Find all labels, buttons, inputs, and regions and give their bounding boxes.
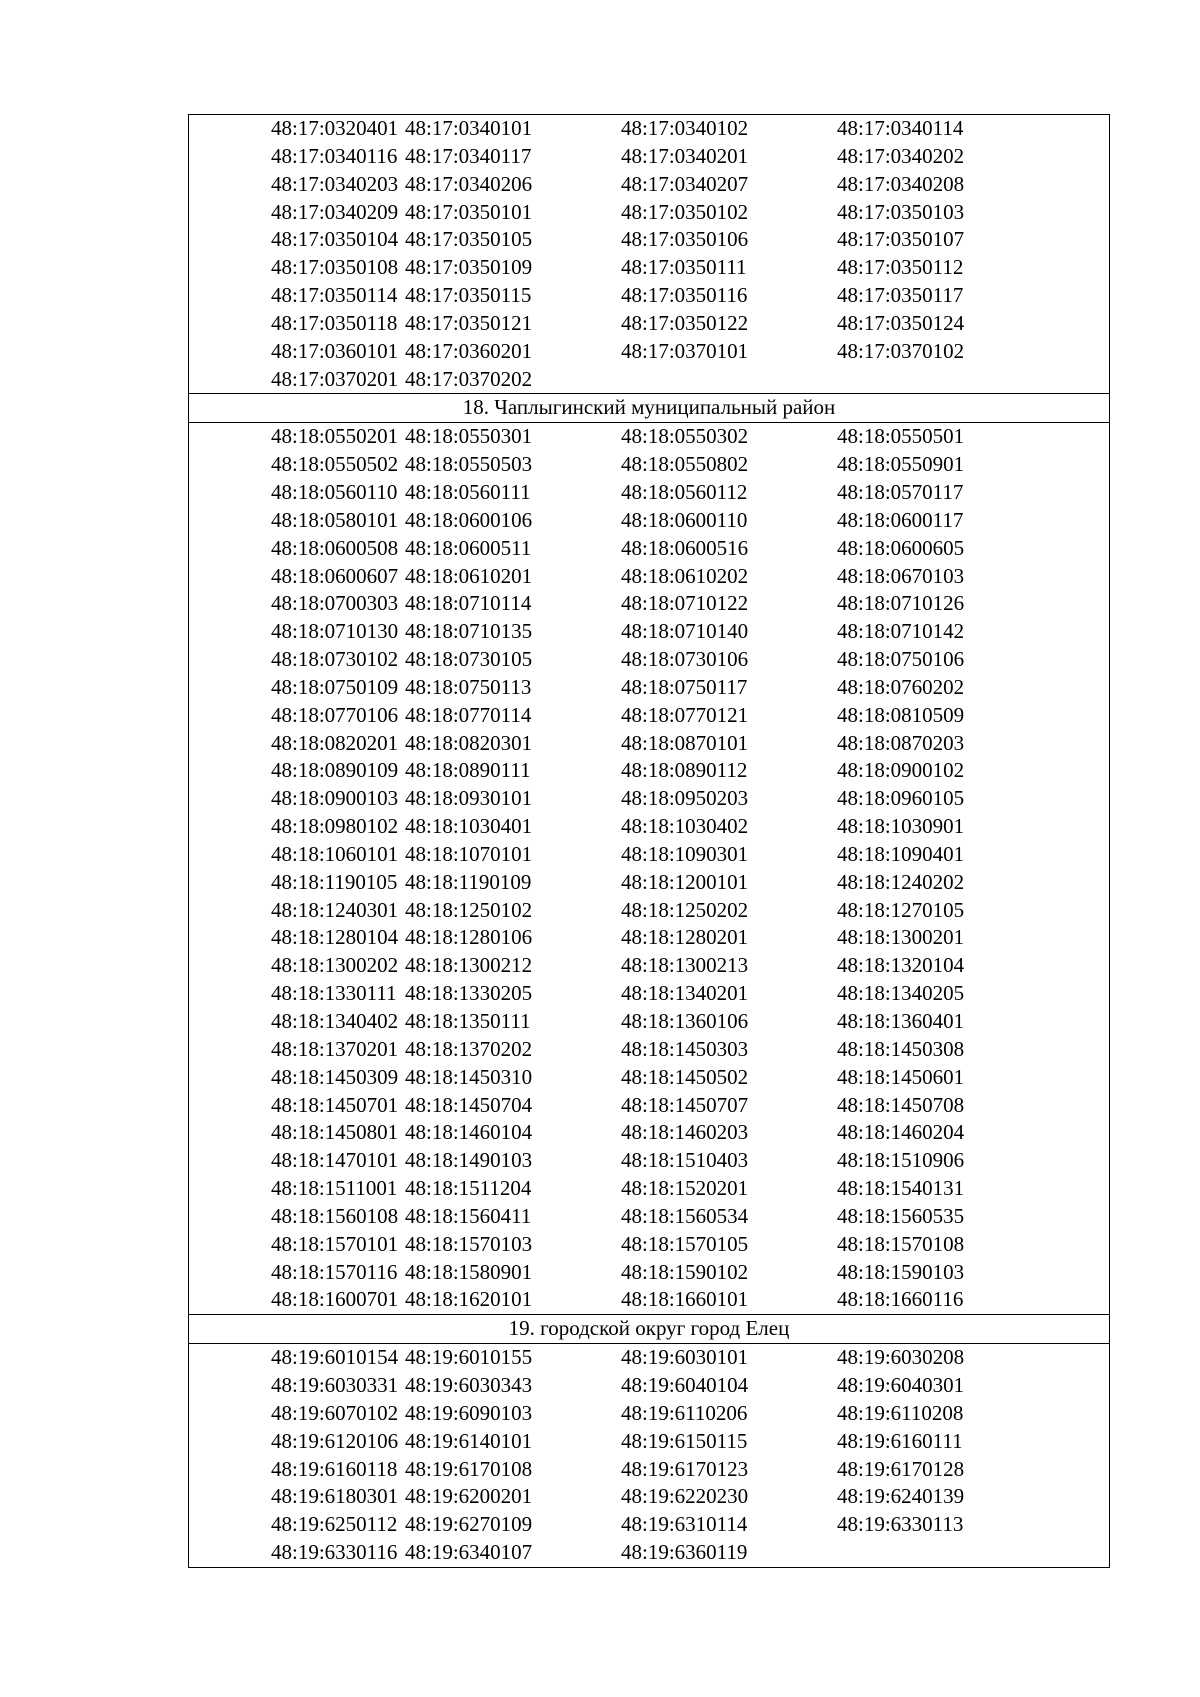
table-row [189,310,1110,338]
cadastral-number-cell: 48:19:6140101 [405,1428,533,1453]
cadastral-number-cell: 48:18:1030402 [621,814,749,839]
cadastral-number-cell: 48:18:1200101 [621,869,749,894]
table-row [189,785,1110,813]
cadastral-number-cell: 48:17:0350114 [271,283,398,308]
table-row [189,952,1110,980]
cadastral-number-cell: 48:17:0340208 [837,171,965,196]
table-row [189,897,1110,925]
cadastral-number-cell: 48:18:0900102 [837,758,965,783]
cadastral-number-cell: 48:18:0600516 [621,535,749,560]
cadastral-number-cell: 48:18:0710142 [837,619,965,644]
cadastral-number-cell: 48:18:1320104 [837,953,965,978]
cadastral-number-cell: 48:18:1560108 [271,1203,399,1228]
cadastral-number-cell: 48:18:1060101 [271,841,399,866]
table-row [189,646,1110,674]
cadastral-number-cell: 48:18:1330111 [271,981,397,1006]
cadastral-number-cell: 48:18:0550302 [621,424,749,449]
cadastral-number-cell: 48:18:1511001 [271,1176,398,1201]
cadastral-number-cell: 48:18:1090301 [621,841,749,866]
section-heading: 19. городской округ город Елец [189,1315,1110,1344]
table-row [189,282,1110,310]
cadastral-number-cell: 48:18:1560535 [837,1203,965,1228]
table-row [189,1036,1110,1064]
cadastral-number-cell: 48:19:6030343 [405,1372,533,1397]
cadastral-number-cell: 48:18:0770121 [621,702,749,727]
cadastral-number-cell: 48:17:0350105 [405,227,533,252]
cadastral-number-cell: 48:19:6010155 [405,1345,533,1370]
cadastral-number-cell: 48:18:1580901 [405,1259,533,1284]
cadastral-number-cell: 48:18:1560534 [621,1203,749,1228]
cadastral-number-cell: 48:17:0340209 [271,199,399,224]
cadastral-number-cell: 48:17:0370201 [271,366,399,391]
cadastral-number-cell: 48:18:1450708 [837,1092,965,1117]
table-row [189,869,1110,897]
table-row [189,1344,1110,1372]
cadastral-number-cell: 48:18:0810509 [837,702,965,727]
cadastral-number-cell: 48:17:0350111 [621,255,747,280]
table-row [189,1259,1110,1287]
cadastral-number-cell: 48:18:1300202 [271,953,399,978]
cadastral-number-cell: 48:17:0370202 [405,366,533,391]
cadastral-number-cell: 48:18:0770114 [405,702,532,727]
cadastral-number-cell: 48:18:0710114 [405,591,532,616]
table-row [189,1456,1110,1484]
table-row [189,702,1110,730]
cadastral-number-cell: 48:17:0360101 [271,338,399,363]
cadastral-number-cell: 48:18:0730106 [621,647,749,672]
cadastral-number-cell: 48:18:1450309 [271,1064,399,1089]
table-row [189,254,1110,282]
cadastral-number-cell: 48:18:0550802 [621,452,749,477]
cadastral-number-cell: 48:18:1570101 [271,1231,399,1256]
table-row [189,1008,1110,1036]
cadastral-number-cell: 48:17:0350107 [837,227,965,252]
cadastral-number-cell: 48:17:0340101 [405,116,533,140]
cadastral-number-cell: 48:18:1090401 [837,841,965,866]
cadastral-number-cell: 48:18:1450601 [837,1064,965,1089]
cadastral-number-cell: 48:19:6070102 [271,1400,399,1425]
table-row [189,423,1110,451]
cadastral-number-cell: 48:18:0710135 [405,619,533,644]
cadastral-number-cell: 48:18:0670103 [837,563,965,588]
cadastral-number-cell: 48:18:0600607 [271,563,399,588]
cadastral-number-cell: 48:18:1360106 [621,1009,749,1033]
cadastral-number-cell: 48:18:0550901 [837,452,965,477]
cadastral-number-cell: 48:17:0350109 [405,255,533,280]
cadastral-number-cell: 48:19:6110208 [837,1400,964,1425]
cadastral-number-cell: 48:18:1070101 [405,841,533,866]
cadastral-number-cell: 48:18:1470101 [271,1148,399,1173]
cadastral-number-cell: 48:19:6040104 [621,1372,749,1397]
table-row [189,143,1110,171]
cadastral-number-cell: 48:19:6090103 [405,1400,533,1425]
cadastral-number-cell: 48:17:0350108 [271,255,399,280]
cadastral-number-cell: 48:19:6160118 [271,1456,398,1481]
cadastral-number-cell: 48:18:1270105 [837,897,965,922]
cadastral-number-cell: 48:17:0350106 [621,227,749,252]
cadastral-number-cell: 48:18:0560111 [405,479,531,504]
cadastral-number-cell: 48:18:0600106 [405,507,533,532]
cadastral-number-cell: 48:19:6240139 [837,1484,965,1509]
cadastral-number-cell: 48:18:1510403 [621,1148,749,1173]
cadastral-number-cell: 48:17:0350122 [621,310,749,335]
cadastral-number-cell: 48:18:0600117 [837,507,964,532]
cadastral-number-cell: 48:18:1450801 [271,1120,399,1145]
table-row [189,479,1110,507]
table-row [189,171,1110,199]
table-row [189,1092,1110,1120]
table-row [189,366,1110,394]
cadastral-number-cell: 48:18:1660116 [837,1287,964,1312]
table-row [189,451,1110,479]
cadastral-number-cell: 48:18:1340201 [621,981,749,1006]
table-row [189,1231,1110,1259]
table-row [189,730,1110,758]
cadastral-number-cell: 48:17:0350116 [621,283,748,308]
cadastral-number-cell: 48:18:1280106 [405,925,533,950]
cadastral-number-cell: 48:18:1490103 [405,1148,533,1173]
cadastral-number-cell: 48:18:0710126 [837,591,965,616]
cadastral-number-cell: 48:18:1030901 [837,814,965,839]
cadastral-number-cell: 48:18:0750117 [621,674,748,699]
table-row [189,924,1110,952]
cadastral-number-cell: 48:18:1370202 [405,1036,533,1061]
cadastral-number-cell: 48:18:0600605 [837,535,965,560]
cadastral-number-cell: 48:18:0730105 [405,647,533,672]
table-row [189,1175,1110,1203]
cadastral-number-cell: 48:18:1350111 [405,1009,531,1033]
cadastral-number-cell: 48:18:1340205 [837,981,965,1006]
cadastral-number-cell: 48:19:6030101 [621,1345,749,1370]
cadastral-number-cell: 48:18:1570116 [271,1259,398,1284]
table-row [189,1539,1110,1567]
table-row [189,813,1110,841]
cadastral-number-cell: 48:18:0890109 [271,758,399,783]
table-row [189,674,1110,702]
cadastral-number-cell: 48:18:1450310 [405,1064,533,1089]
cadastral-number-cell: 48:18:1190105 [271,869,398,894]
cadastral-number-cell: 48:19:6340107 [405,1540,533,1565]
cadastral-number-cell: 48:18:1190109 [405,869,532,894]
cadastral-number-cell: 48:18:1450701 [271,1092,399,1117]
cadastral-number-cell: 48:18:0560112 [621,479,748,504]
table-row [189,757,1110,785]
cadastral-number-table [188,114,1110,1568]
cadastral-number-cell: 48:18:0550501 [837,424,965,449]
cadastral-number-cell: 48:18:0750113 [405,674,532,699]
cadastral-number-cell: 48:18:1511204 [405,1176,532,1201]
cadastral-number-cell: 48:18:1450303 [621,1036,749,1061]
section-heading: 18. Чаплыгинский муниципальный район [189,394,1110,423]
cadastral-number-cell: 48:18:0820201 [271,730,399,755]
cadastral-number-cell: 48:18:1030401 [405,814,533,839]
cadastral-number-cell: 48:17:0350117 [837,283,964,308]
cadastral-number-cell: 48:18:1560411 [405,1203,532,1228]
cadastral-number-cell [837,366,1110,394]
cadastral-number-cell: 48:17:0360201 [405,338,533,363]
cadastral-number-cell: 48:19:6170128 [837,1456,965,1481]
cadastral-number-cell: 48:18:1250102 [405,897,533,922]
cadastral-number-cell: 48:18:1520201 [621,1176,749,1201]
cadastral-number-cell: 48:18:1450502 [621,1064,749,1089]
cadastral-number-cell: 48:17:0340203 [271,171,399,196]
cadastral-number-cell: 48:18:0770106 [271,702,399,727]
table-row [189,1203,1110,1231]
section-heading-row [189,1315,1110,1344]
cadastral-number-cell: 48:18:0550201 [271,424,399,449]
cadastral-number-cell: 48:18:0560110 [271,479,398,504]
table-row [189,980,1110,1008]
table-row [189,226,1110,254]
cadastral-number-cell [621,366,837,394]
cadastral-number-cell: 48:17:0350104 [271,227,399,252]
cadastral-number-cell: 48:17:0340207 [621,171,749,196]
cadastral-number-cell: 48:18:1340402 [271,1009,399,1033]
table-row [189,590,1110,618]
cadastral-number-cell: 48:18:0570117 [837,479,964,504]
table-row [189,1511,1110,1539]
table-row [189,1147,1110,1175]
cadastral-number-cell: 48:17:0340102 [621,116,749,140]
cadastral-number-cell [837,1539,1110,1567]
cadastral-number-cell: 48:19:6160111 [837,1428,963,1453]
table-row [189,841,1110,869]
cadastral-number-cell: 48:18:1370201 [271,1036,399,1061]
cadastral-number-cell: 48:19:6220230 [621,1484,749,1509]
cadastral-number-cell: 48:18:0820301 [405,730,533,755]
cadastral-number-cell: 48:18:0550502 [271,452,399,477]
cadastral-number-cell: 48:18:0760202 [837,674,965,699]
cadastral-number-cell: 48:17:0350124 [837,310,965,335]
cadastral-number-cell: 48:19:6120106 [271,1428,399,1453]
cadastral-number-cell: 48:18:1460203 [621,1120,749,1145]
cadastral-number-cell: 48:17:0350115 [405,283,532,308]
table-row [189,1119,1110,1147]
cadastral-number-cell: 48:18:0550301 [405,424,533,449]
cadastral-number-cell: 48:17:0370101 [621,338,749,363]
cadastral-number-cell: 48:17:0350121 [405,310,533,335]
cadastral-number-cell: 48:17:0350101 [405,199,533,224]
table-body [189,115,1110,1568]
cadastral-number-cell: 48:18:1600701 [271,1287,399,1312]
cadastral-number-cell: 48:17:0350102 [621,199,749,224]
cadastral-number-cell: 48:18:1620101 [405,1287,533,1312]
cadastral-number-cell: 48:18:1590103 [837,1259,965,1284]
cadastral-number-cell: 48:19:6010154 [271,1345,399,1370]
cadastral-number-cell: 48:19:6330113 [837,1512,964,1537]
cadastral-number-cell: 48:18:0710122 [621,591,749,616]
table-row [189,507,1110,535]
cadastral-number-cell: 48:18:0600508 [271,535,399,560]
section-heading-row [189,394,1110,423]
cadastral-number-cell: 48:18:1510906 [837,1148,965,1173]
cadastral-number-cell: 48:18:1300201 [837,925,965,950]
cadastral-number-cell: 48:18:1300212 [405,953,533,978]
cadastral-number-cell: 48:18:0610202 [621,563,749,588]
cadastral-number-cell: 48:18:1570105 [621,1231,749,1256]
table-row [189,115,1110,143]
cadastral-number-cell: 48:18:1330205 [405,981,533,1006]
cadastral-number-cell: 48:17:0350112 [837,255,964,280]
cadastral-number-cell: 48:17:0320401 [271,116,399,140]
cadastral-number-cell: 48:18:0960105 [837,786,965,811]
cadastral-number-cell: 48:17:0340116 [271,143,398,168]
cadastral-number-cell: 48:18:0750106 [837,647,965,672]
cadastral-number-cell: 48:18:0930101 [405,786,533,811]
cadastral-number-cell: 48:19:6250112 [271,1512,398,1537]
cadastral-number-cell: 48:18:1240301 [271,897,399,922]
table-row [189,1286,1110,1314]
cadastral-number-cell: 48:18:1660101 [621,1287,749,1312]
table-row [189,1400,1110,1428]
cadastral-number-cell: 48:18:1240202 [837,869,965,894]
cadastral-number-cell: 48:18:0890111 [405,758,531,783]
cadastral-number-cell: 48:18:1360401 [837,1009,965,1033]
cadastral-number-cell: 48:18:0600110 [621,507,748,532]
cadastral-number-cell: 48:19:6310114 [621,1512,748,1537]
cadastral-number-cell: 48:19:6110206 [621,1400,748,1425]
cadastral-number-cell: 48:18:0700303 [271,591,399,616]
cadastral-number-cell: 48:17:0350118 [271,310,398,335]
cadastral-number-cell: 48:17:0350103 [837,199,965,224]
cadastral-number-cell: 48:17:0340114 [837,116,964,140]
table-row [189,1372,1110,1400]
table-row [189,535,1110,563]
cadastral-number-cell: 48:19:6040301 [837,1372,965,1397]
cadastral-number-cell: 48:18:1280104 [271,925,399,950]
cadastral-number-cell: 48:18:1460104 [405,1120,533,1145]
table-row [189,618,1110,646]
cadastral-number-cell: 48:18:1450704 [405,1092,533,1117]
table-row [189,563,1110,591]
cadastral-number-cell: 48:18:0950203 [621,786,749,811]
cadastral-number-cell: 48:18:0750109 [271,674,399,699]
cadastral-number-cell: 48:19:6170108 [405,1456,533,1481]
cadastral-number-cell: 48:19:6170123 [621,1456,749,1481]
cadastral-number-cell: 48:18:1540131 [837,1176,965,1201]
cadastral-number-cell: 48:18:1450308 [837,1036,965,1061]
table-row [189,338,1110,366]
cadastral-number-cell: 48:18:0550503 [405,452,533,477]
table-row [189,1483,1110,1511]
table-row [189,199,1110,227]
cadastral-number-cell: 48:19:6360119 [621,1540,748,1565]
cadastral-number-cell: 48:18:1250202 [621,897,749,922]
cadastral-number-cell: 48:17:0340202 [837,143,965,168]
cadastral-number-cell: 48:19:6030331 [271,1372,399,1397]
cadastral-number-cell: 48:18:0900103 [271,786,399,811]
cadastral-number-cell: 48:18:0710130 [271,619,399,644]
cadastral-number-cell: 48:18:1590102 [621,1259,749,1284]
cadastral-number-cell: 48:18:0600511 [405,535,532,560]
cadastral-number-cell: 48:18:0710140 [621,619,749,644]
cadastral-number-cell: 48:18:0730102 [271,647,399,672]
table-row [189,1064,1110,1092]
table-row [189,1428,1110,1456]
cadastral-number-cell: 48:18:1300213 [621,953,749,978]
cadastral-number-cell: 48:18:0610201 [405,563,533,588]
cadastral-number-cell: 48:19:6030208 [837,1345,965,1370]
cadastral-number-cell: 48:19:6330116 [271,1540,398,1565]
cadastral-number-cell: 48:19:6150115 [621,1428,748,1453]
cadastral-number-cell: 48:18:1450707 [621,1092,749,1117]
cadastral-number-cell: 48:18:0870101 [621,730,749,755]
cadastral-number-cell: 48:18:0890112 [621,758,748,783]
cadastral-number-cell: 48:17:0340206 [405,171,533,196]
cadastral-number-cell: 48:17:0370102 [837,338,965,363]
cadastral-number-cell: 48:19:6270109 [405,1512,533,1537]
cadastral-number-cell: 48:18:1570108 [837,1231,965,1256]
cadastral-number-cell: 48:18:1460204 [837,1120,965,1145]
cadastral-number-cell: 48:19:6180301 [271,1484,399,1509]
cadastral-number-cell: 48:19:6200201 [405,1484,533,1509]
cadastral-number-cell: 48:18:0870203 [837,730,965,755]
cadastral-number-cell: 48:18:1280201 [621,925,749,950]
cadastral-number-cell: 48:18:1570103 [405,1231,533,1256]
cadastral-number-cell: 48:17:0340201 [621,143,749,168]
cadastral-number-cell: 48:17:0340117 [405,143,532,168]
cadastral-number-cell: 48:18:0980102 [271,814,399,839]
cadastral-number-cell: 48:18:0580101 [271,507,399,532]
